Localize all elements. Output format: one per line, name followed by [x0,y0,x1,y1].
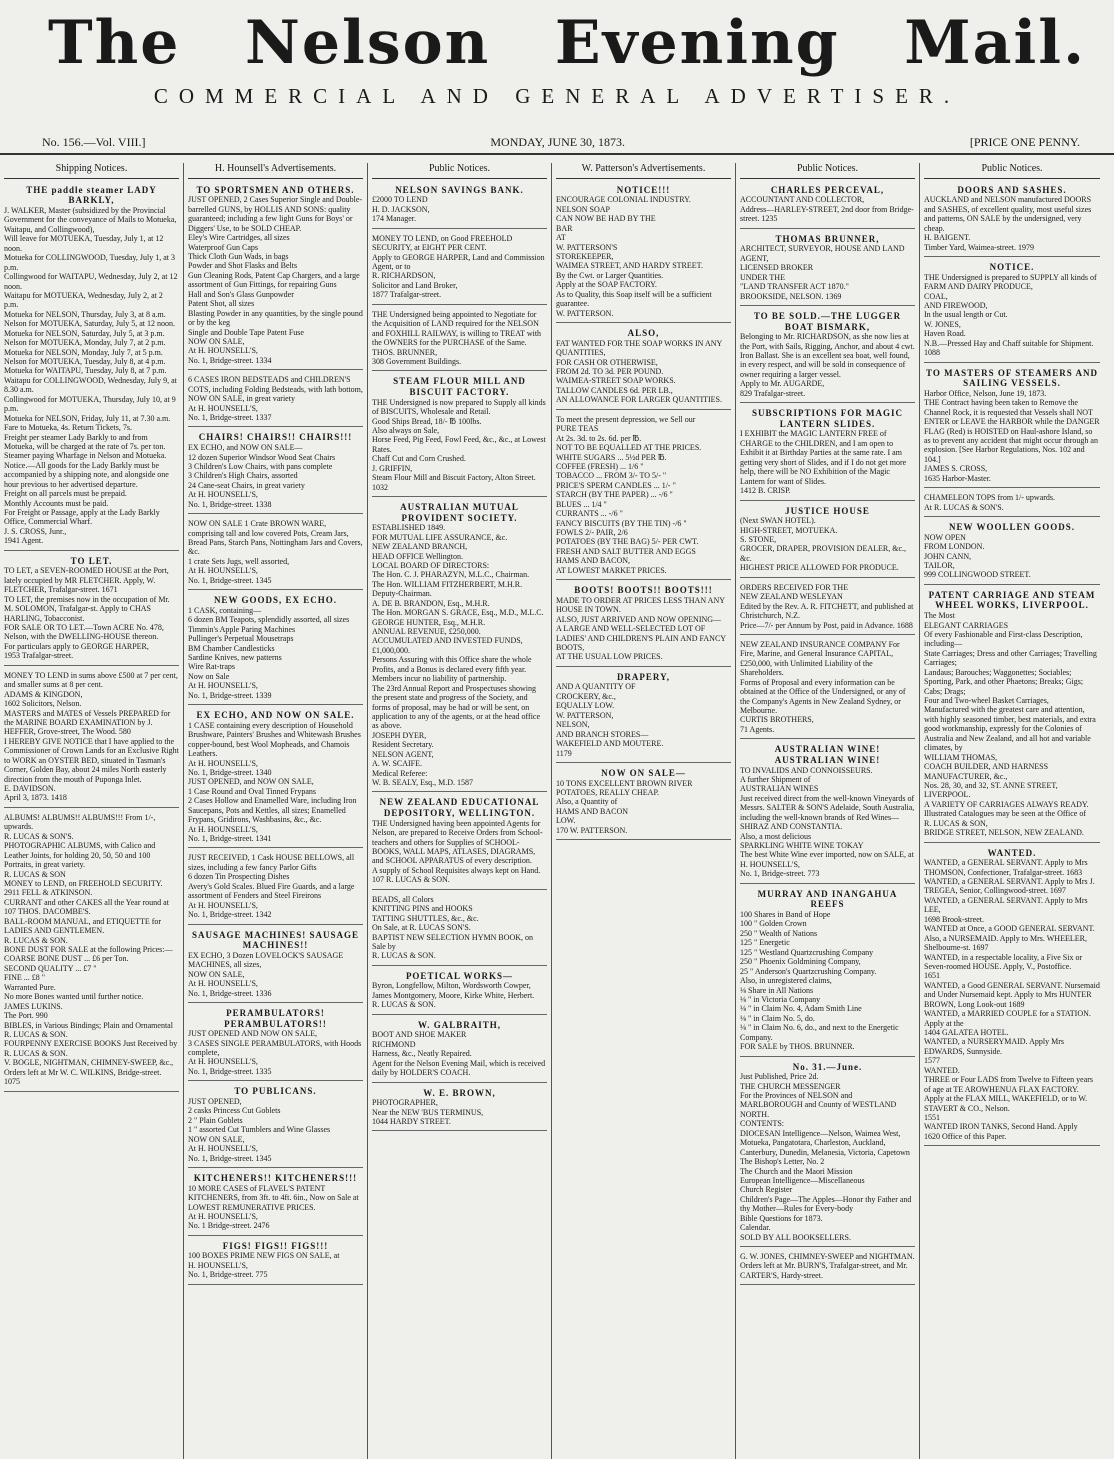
advertisement [556,766,731,840]
column [368,163,552,1459]
ad-heading: W. E. BROWN, [423,1087,496,1098]
ad-body: To meet the present depression, we Sell our PURE TEAS At 2s. 3d. to 2s. 6d. per ℔. NOT TO BE EQUALLED AT THE PRICES. WHITE SUGARS ... 5½d PER ℔. COFFEE (FRESH) ... 1/6 " TOBACCO ... FROM 3/- TO 5/- " PRICE'S SPERM CANDLES ... 1/- " STARCH (BY THE PAPER) ... -/6 " BLUES ... 1/4 " CURRANTS ... -/6 " FANCY BISCUITS (BY THE TIN) -/6 " FOWLS 2/- PAIR, 2/6 POTATOES (BY THE BAG) 5/- PER CWT. FRESH AND SALT BUTTER AND EGGS HAMS AND BACON, AT LOWEST MARKET PRICES. [556,414,702,575]
ad-body: MONEY TO LEND, on Good FREEHOLD SECURITY, at EIGHT PER CENT. Apply to GEORGE HARPER, Land and Commission Agent, or to R. RICHARDSON, Solicitor and Land Broker, 1877 Trafalgar-street. [372,233,545,300]
ad-heading: TO MASTERS OF STEAMERS AND SAILING VESSELS. [925,367,1099,389]
ad-heading: NEW ZEALAND EDUCATIONAL DEPOSITORY, WELLINGTON. [379,797,540,819]
masthead-word: Evening [554,8,840,78]
ad-heading: NELSON SAVINGS BANK. [395,184,524,195]
advertisement [924,491,1100,517]
ad-heading: TO LET. [70,555,113,566]
ad-body: Byron, Longfellow, Milton, Wordsworth Cowper, James Montgomery, Moore, Kirke White, Herbert. R. LUCAS & SON. [372,981,535,1010]
issue-line [0,131,1114,155]
masthead-word: Mail. [904,8,1086,78]
ad-body: BOOT AND SHOE MAKER RICHMOND Harness, &c., Neatly Repaired. Agent for the Nelson Evening Mail, which is received daily by HOLDER'S COACH. [372,1030,546,1078]
ad-body: £2000 TO LEND H. D. JACKSON, 174 Manager. [372,195,430,224]
ad-heading: JUSTICE HOUSE [785,505,870,516]
advertisement [188,708,363,848]
ad-body: I EXHIBIT the MAGIC LANTERN FREE of CHARGE to the CHILDREN, and I am open to Exhibit it at Birthday Parties at the same rate. I am getting very short of Slides, and if I do not get more help, there will be NO Exhibition of the Magic Lantern for want of Slides. 1412 B. CRISP. [740,429,907,496]
ad-body: Belonging to Mr. RICHARDSON, as she now lies at the Port, with Sails, Rigging, Anchor, and about 4 cwt. Iron Ballast. She is an excellent sea boat, well found, in every respect, and will be sold in consequence of owner requiring a larger vessel. Apply to Mr. AUGARDE, 829 Trafalgar-street. [740,332,915,398]
advertisement [372,500,547,792]
ad-body: BEADS, all Colors KNITTING PINS and HOOKS TATTING SHUTTLES, &c., &c. On Sale, at R. LUCAS SON'S. BAPTIST NEW SELECTION HYMN BOOK, on Sale by R. LUCAS & SON. [372,894,534,961]
advertisement [188,1084,363,1168]
ad-heading: WANTED. [987,847,1037,858]
ad-heading: DOORS AND SASHES. [957,184,1067,195]
ad-body: 100 BOXES PRIME NEW FIGS ON SALE, at H. HOUNSELL'S, No. 1, Bridge-street. 775 [188,1251,340,1280]
ad-body: 10 TONS EXCELLENT BROWN RIVER POTATOES, REALLY CHEAP. Also, a Quantity of HAMS AND BACON LOW. 170 W. PATTERSON. [556,778,693,835]
ad-heading: NEW WOOLLEN GOODS. [949,522,1075,533]
advertisement [924,260,1100,363]
ad-heading: NOTICE!!! [616,184,671,195]
ad-heading: SAUSAGE MACHINES! SAUSAGE MACHINES!! [191,929,360,951]
ad-heading: PATENT CARRIAGE AND STEAM WHEEL WORKS, LIVERPOOL. [928,589,1096,611]
column-heading: Public Notices. [372,163,547,179]
ad-heading: ALSO, [627,328,660,339]
ad-body: MONEY TO LEND in sums above £500 at 7 per cent, and smaller sums at 8 per cent. ADAMS & KINGDON, 1602 Solicitors, Nelson. MASTERS and MATES of Vessels PREPARED for the MARINE BOARD EXAMINATION by J. HEFFER, Grove-street, The Wood. 580 I HEREBY GIVE NOTICE that I have applied to the Commissioner of Crown Lands for an Exclusive Right to WORK an OYSTER BED, situated in Tasman's Corner, Golden Bay, about 24 miles North easterly direction from the mouth of Puponga Inlet. E. DAVIDSON. April 3, 1873. 1418 [4,670,179,803]
ad-body: JUST OPENED AND NOW ON SALE, 3 CASES SINGLE PERAMBULATORS, with Hoods complete, At H. HOUNSELL'S, No. 1, Bridge-street. 1335 [188,1029,362,1076]
ad-body: 1 CASE containing every description of Household Brushware, Painters' Brushes and Whitewash Brushes copper-bound, best Wool Mopheads, and Chamois Leathers. At H. HOUNSELL'S, No. 1, Bridge-street. 1340 JUST OPENED, and NOW ON SALE, 1 Case Round and Oval Tinned Frypans 2 Cases Hollow and Enamelled Ware, including Iron Saucepans, Pots and Kettles, all sizes; Enamelled Frypans, Gridirons, Washbasins, &c., &c. At H. HOUNSELL'S, No. 1, Bridge-street. 1341 [188,720,361,844]
ad-heading: STEAM FLOUR MILL AND BISCUIT FACTORY. [393,376,526,398]
advertisement [4,669,179,808]
ad-body: THE Undersigned is prepared to SUPPLY all kinds of FARM AND DAIRY PRODUCE, COAL, AND FIREWOOD, In the usual length or Cut. W. JONES, Haven Road. N.B.—Pressed Hay and Chaff suitable for Shipment. 1088 [924,272,1097,358]
ad-heading: FIGS! FIGS!! FIGS!!! [222,1240,329,1251]
ad-body: ACCOUNTANT AND COLLECTOR, Address—HARLEY-STREET, 2nd door from Bridge-street. 1235 [740,195,914,224]
advertisement [556,583,731,667]
advertisement [4,183,179,551]
ad-heading: AUSTRALIAN WINE! AUSTRALIAN WINE! [774,744,881,765]
ad-body: JUST OPENED, 2 casks Princess Cut Goblets 2 " Plain Goblets 1 " assorted Cut Tumblers and Wine Glasses NOW ON SALE, At H. HOUNSELL'S, No. 1, Bridge-street. 1345 [188,1096,331,1163]
ad-body: 10 MORE CASES of FLAVEL'S PATENT KITCHENERS, from 3ft. to 4ft. 6in., Now on Sale at LOWEST REMUNERATIVE PRICES. At H. HOUNSELL'S, No. 1 Bridge-street. 2476 [188,1183,359,1231]
ad-body: ARCHITECT, SURVEYOR, HOUSE AND LAND AGENT, LICENSED BROKER UNDER THE "LAND TRANSFER ACT 1870." BROOKSIDE, NELSON. 1369 [740,244,905,301]
ad-heading: THOMAS BRUNNER, [775,233,880,244]
ad-heading: TO SPORTSMEN AND OTHERS. [196,184,355,195]
advertisement [372,795,547,889]
ad-body: CHAMELEON TOPS from 1/- upwards. At R. LUCAS & SON'S. [924,493,1056,512]
column-heading: Shipping Notices. [4,163,179,179]
advertisement [740,309,915,403]
ad-heading: KITCHENERS!! KITCHENERS!!! [193,1173,358,1184]
ad-heading: No. 31.—June. [792,1061,863,1072]
advertisement [740,1060,915,1247]
ad-heading: TO PUBLICANS. [234,1086,317,1097]
advertisement [372,183,547,229]
advertisement [740,638,915,739]
ad-body: G. W. JONES, CHIMNEY-SWEEP and NIGHTMAN. Orders left at Mr. BURN'S, Trafalgar-street, and Mr. CARTER'S, Hardy-street. [740,1252,915,1280]
ad-body: TO LET, a SEVEN-ROOMED HOUSE at the Port, lately occupied by MR FLETCHER. Apply, W. FLETCHER, Trafalgar-street. 1671 TO LET, the premises now in the occupation of Mr. M. SOLOMON, Trafalgar-st. Apply to CHAS HARLING, Tobacconist. FOR SALE OR TO LET.—Town ACRE No. 478, Nelson, with the DWELLING-HOUSE thereon. For particulars apply to GEORGE HARPER, 1953 Trafalgar-street. [4,566,170,661]
columns [0,163,1114,1459]
ad-heading: NOTICE. [989,262,1035,273]
ad-body: 6 CASES IRON BEDSTEADS and CHILDREN'S COTS, including Folding Bedsteads, with lath bottom, NOW ON SALE, in great variety At H. HOUNSELL'S, No. 1, Bridge-street. 1337 [188,375,363,423]
ad-heading: AUSTRALIAN MUTUAL PROVIDENT SOCIETY. [400,502,519,523]
ad-heading: CHARLES PERCEVAL, [770,184,885,195]
advertisement [924,846,1100,1147]
ad-body: The Most ELEGANT CARRIAGES Of every Fashionable and First-class Description, including— State Carriages; Dress and other Carriages; Travelling Carriages; Landaus; Barouches; Waggonettes; Sociables; Sporting, Park, and other Phaetons; Breaks; Gigs; Cabs; Drags; Four and Two-wheel Basket Carriages, Manufactured with the greatest care and attention, with highly seasoned timber, best materials, and extra good workmanship, expressly for the Colonies of Australia and New Zealand, and all hot and variable climates, by WILLIAM THOMAS, COACH BUILDER, AND HARNESS MANUFACTURER, &c., Nos. 28, 30, and 32, ST. ANNE STREET, LIVERPOOL. A VARIETY OF CARRIAGES ALWAYS READY. Illustrated Catalogues may be seen at the Office of R. LUCAS & SON, BRIDGE STREET, NELSON, NEW ZEALAND. [924,611,1097,838]
ad-body: PHOTOGRAPHER, Near the NEW 'BUS TERMINUS, 1044 HARDY STREET. [372,1098,484,1127]
advertisement [188,1239,363,1285]
ad-heading: BOOTS! BOOTS!! BOOTS!!! [574,585,713,596]
column-heading: Public Notices. [740,163,915,179]
ad-body: 100 Shares in Band of Hope 100 " Golden Crown 250 " Wealth of Nations 125 " Energetic 125 " Westland Quartzcrushing Company 250 " Phoenix Goldmining Company, 25 " Anderson's Quartzcrushing Company. Also, in unregistered claims, ⅛ Share in All Nations ⅛ " in Victoria Company ⅛ " in Claim No. 4, Adam Smith Line ⅛ " in Claim No. 5, do. ⅛ " in Claim No. 6, do., and next to the Energetic Company. FOR SALE by THOS. BRUNNER. [740,910,899,1052]
advertisement [4,811,179,1092]
advertisement [188,928,363,1003]
issue-number: No. 156.—Vol. VIII.] [42,134,146,149]
masthead-subtitle: COMMERCIAL AND GENERAL ADVERTISER. [153,84,961,108]
ad-heading: EX ECHO, AND NOW ON SALE. [196,710,355,721]
advertisement [556,413,731,580]
ad-heading: CHAIRS! CHAIRS!! CHAIRS!!! [198,432,353,443]
advertisement [740,887,915,1057]
advertisement [188,1006,363,1081]
ad-body: THE Undersigned being appointed to Negotiate for the Acquisition of LAND required for the NELSON and FOXHILL RAILWAY, is willing to TREAT with the OWNERS for the PURCHASE of the Same. THOS. BRUNNER, 308 Government Buildings. [372,309,542,366]
advertisement [188,593,363,705]
ad-body: THE Undersigned having been appointed Agents for Nelson, are prepared to Receive Orders from School-teachers and others for Supplies of SCHOOL-BOOKS, WALL MAPS, ATLASES, DIAGRAMS, and SCHOOL APPARATUS of every description. A supply of School Requisites always kept on Hand. 107 R. LUCAS & SON. [372,818,543,885]
ad-body: AND A QUANTITY OF CROCKERY, &c., EQUALLY LOW. W. PATTERSON, NELSON, AND BRANCH STORES— WAKEFIELD AND MOUTERE. 1179 [556,682,664,758]
advertisement [556,183,731,323]
ad-heading: W. GALBRAITH, [418,1019,501,1030]
advertisement [924,588,1100,843]
column [920,163,1104,1459]
ad-body: THE Undersigned is now prepared to Supply all kinds of BISCUITS, Wholesale and Retail. Good Ships Bread, 18/- ℔ 100lbs. Also always on Sale, Horse Feed, Pig Feed, Fowl Feed, &c., &c., at Lowest Rates. Chaff Cut and Corn Crushed. J. GRIFFIN, Steam Flour Mill and Biscuit Factory, Alton Street. 1032 [372,397,546,492]
advertisement [188,517,363,590]
issue-date: MONDAY, JUNE 30, 1873. [490,134,626,149]
advertisement [372,893,547,966]
column [0,163,184,1459]
ad-body: JUST OPENED, 2 Cases Superior Single and Double-barrelled GUNS, by HOLLIS AND SONS: quality guaranteed; including a few light Guns for Boys' or Diggers' Use, to be SOLD CHEAP. Eley's Wire Cartridges, all sizes Waterproof Gun Caps Thick Cloth Gun Wads, in bags Powder and Shot Flasks and Belts Gun Cleaning Rods, Patent Cap Chargers, and a large assortment of Gun Fittings, for repairing Guns Hall and Son's Glass Gunpowder Patent Shot, all sizes Blasting Powder in any quantities, by the single pound or by the keg Single and Double Tape Patent Fuse NOW ON SALE, At H. HOUNSELL'S, No. 1, Bridge-street. 1334 [188,195,363,365]
ad-body: AUCKLAND and NELSON manufactured DOORS and SASHES, of excellent quality, most useful sizes and patterns, ON SALE by the undersigned, very cheap. H. BAIGENT. Timber Yard, Waimea-street. 1979 [924,195,1092,252]
ad-body: ENCOURAGE COLONIAL INDUSTRY. NELSON SOAP CAN NOW BE HAD BY THE BAR AT W. PATTERSON'S STOREKEEPER, WAIMEA STREET, AND HARDY STREET. By the Cwt. or Larger Quantities. Apply at the SOAP FACTORY. As to Quality, this Soap itself will be a sufficient guarantee. W. PATTERSON. [556,195,712,318]
masthead-word: Nelson [245,8,491,78]
advertisement [372,308,547,372]
advertisement [740,1250,915,1285]
ad-body: TO INVALIDS AND CONNOISSEURS. A further Shipment of AUSTRALIAN WINES Just received direct from the well-known Vineyards of Messrs. SALTER & SON'S Adelaide, South Australia, including the well-known brands of Red Wines— SHIRAZ AND CONSTANTIA. Also, a most delicious SPARKLING WHITE WINE TOKAY The best White Wine ever imported, now on SALE, at H. HOUNSELL'S, No. 1, Bridge-street. 773 [740,765,915,879]
ad-heading: SUBSCRIPTIONS FOR MAGIC LANTERN SLIDES. [751,408,904,429]
ad-body: EX ECHO, 3 Dozen LOVELOCK'S SAUSAGE MACHINES, all sizes, NOW ON SALE, At H. HOUNSELL'S, No. 1, Bridge-street. 1336 [188,950,344,998]
ad-body: NOW OPEN FROM LONDON. JOHN CANN, TAILOR, 999 COLLINGWOOD STREET. [924,532,1031,580]
ad-body: Harbor Office, Nelson, June 19, 1873. THE Contract having been taken to Remove the Channel Rock, it is requested that Vessels shall NOT ENTER or LEAVE the HARBOR while the DANGER FLAG (Red) is HOISTED on Haul-ashore Island, so as to prevent any accident that might occur through an explosion. [See Harbor Regulations, Nos. 102 and 104.] JAMES S. CROSS, 1635 Harbor-Master. [924,388,1100,483]
ad-body: ORDERS RECEIVED FOR THE NEW ZEALAND WESLEYAN Edited by the Rev. A. R. FITCHETT, and published at Christchurch, N.Z. Price—7/- per Annum by Post, paid in Advance. 1688 [740,582,914,630]
ad-heading: DRAPERY, [616,671,671,682]
advertisement [924,183,1100,257]
ad-body: Just Published, Price 2d. THE CHURCH MESSENGER For the Provinces of NELSON and MARLBOROUGH and County of WESTLAND NORTH. CONTENTS: DIOCESAN Intelligence—Nelson, Waimea West, Motueka, Pangatotara, Charleston, Auckland, Canterbury, Dunedin, Melanesia, Victoria, Capetown The Bishop's Letter, No. 2 The Church and the Maori Mission European Intelligence—Miscellaneous Church Register Children's Page—The Apples—Honor thy Father and thy Mother—Rules for Every-body Bible Questions for 1873. Calendar. SOLD BY ALL BOOKSELLERS. [740,1072,912,1242]
ad-body: ESTABLISHED 1849. FOR MUTUAL LIFE ASSURANCE, &c. NEW ZEALAND BRANCH, HEAD OFFICE Wellington. LOCAL BOARD OF DIRECTORS: The Hon. C. J. PHARAZYN, M.L.C., Chairman. The Hon. WILLIAM FITZHERBERT, M.H.R. Deputy-Chairman. A. DE B. BRANDON, Esq., M.H.R. The Hon. MORGAN S. GRACE, Esq., M.D., M.L.C. GEORGE HUNTER, Esq., M.H.R. ANNUAL REVENUE, £250,000. ACCUMULATED AND INVESTED FUNDS, £1,000,000. Persons Assuring with this Office share the whole Profits, and a Bonus is declared every fifth year. Members incur no liability of partnership. The 23rd Annual Report and Prospectuses showing the present state and progress of the Society, and forms of proposal, may be had or will be sent, on application to any of the agents, or at the head office as above. JOSEPH DYER, Resident Secretary. NELSON AGENT, A. W. SCAIFE. Medical Referee: W. B. SEALY, Esq., M.D. 1587 [372,523,544,788]
advertisement [372,232,547,305]
advertisement [372,969,547,1015]
ad-body: MADE TO ORDER AT PRICES LESS THAN ANY HOUSE IN TOWN. ALSO, JUST ARRIVED AND NOW OPENING— A LARGE AND WELL-SELECTED LOT OF LADIES' AND CHILDREN'S PLAIN AND FANCY BOOTS, AT THE USUAL LOW PRICES. [556,595,726,662]
advertisement [372,374,547,497]
column-heading: W. Patterson's Advertisements. [556,163,731,179]
advertisement [556,326,731,410]
advertisement [556,670,731,763]
ad-heading: NOW ON SALE— [601,767,686,778]
ad-heading: PERAMBULATORS! PERAMBULATORS!! [224,1007,327,1029]
advertisement [372,1018,547,1083]
ad-body: 1 CASK, containing— 6 dozen BM Teapots, splendidly assorted, all sizes Timmin's Apple Paring Machines Pullinger's Perpetual Mousetraps BM Chamber Candlesticks Sardine Knives, new patterns Wire Rat-traps Now on Sale At H. HOUNSELL'S, No. 1, Bridge-street. 1339 [188,605,350,700]
advertisement [924,366,1100,489]
ad-body: NEW ZEALAND INSURANCE COMPANY For Fire, Marine, and General Insurance CAPITAL, £250,000, with Unlimited Liability of the Shareholders. Forms of Proposal and every information can be obtained at the Office of the Undersigned, or any of the Company's Agents in New Zealand Sydney, or Melbourne. CURTIS BROTHERS, 71 Agents. [740,639,906,734]
advertisement [740,581,915,635]
advertisement [188,183,363,370]
advertisement [924,520,1100,585]
ad-body: J. WALKER, Master (subsidized by the Provincial Government for the conveyance of Mails to Motueka, Waitapu, and Collingwood), Will leave for MOTUEKA, Tuesday, July 1, at 12 noon. Motueka for COLLINGWOOD, Tuesday, July 1, at 3 p.m. Collingwood for WAITAPU, Wednesday, July 2, at 12 noon. Waitapu for MOTUEKA, Wednesday, July 2, at 2 p.m. Motueka for NELSON, Thursday, July 3, at 8 a.m. Nelson for MOTUEKA, Saturday, July 5, at 12 noon. Motueka for NELSON, Saturday, July 5, at 3 p.m. Nelson for MOTUEKA, Monday, July 7, at 2 p.m. Motueka for NELSON, Monday, July 7, at 5 p.m. Nelson for MOTUEKA, Tuesday, July 8, at 4 p.m. Motueka for WAITAPU, Tuesday, July 8, at 7 p.m. Waitapu for COLLINGWOOD, Wednesday, July 9, at 8.30 a.m. Collingwood for MOTUEKA, Thursday, July 10, at 9 p.m. Motueka for NELSON, Friday, July 11, at 7.30 a.m. Fare to Motueka, 4s. Return Tickets, 7s. Freight per steamer Lady Barkly to and from Motueka, will be charged at the rate of 7s. per ton. Steamer paying Wharfage in Nelson and Motueka. Notice.—All goods for the Lady Barkly must be accompanied by a shipping note, and alongside one hour previous to her advertised departure. Freight on all parcels must be prepaid. Monthly Accounts must be paid. For Freight or Passage, apply at the Lady Barkly Office, Commercial Wharf. J. S. CROSS, Junr., 1941 Agent. [4,206,178,546]
advertisement [4,554,179,666]
advertisement [188,373,363,427]
column [736,163,920,1459]
ad-body: EX ECHO, and NOW ON SALE— 12 dozen Superior Windsor Wood Seat Chairs 3 Children's Low Chairs, with pans complete 3 Children's High Chairs, assorted 24 Cane-seat Chairs, in great variety At H. HOUNSELL'S, No. 1, Bridge-street. 1338 [188,443,336,509]
ad-heading: MURRAY AND INANGAHUA REEFS [757,888,898,910]
advertisement [740,232,915,306]
ad-body: NOW ON SALE 1 Crate BROWN WARE, comprising tall and low covered Pots, Cream Jars, Bread Pans, Starch Pans, Nottingham Jars and Covers, &c. 1 crate Sets Jugs, well assorted, At H. HOUNSELL'S, No. 1, Bridge-street. 1345 [188,519,363,585]
advertisement [740,406,915,500]
ad-body: WANTED, a GENERAL SERVANT. Apply to Mrs THOMSON, Confectioner, Trafalgar-street. 1683 WANTED, a GENERAL SERVANT. Apply to Mrs J. TREGEA, Senior, Collingwood-street. 1697 WANTED, a GENERAL SERVANT. Apply to Mrs LEE, 1698 Brook-street. WANTED at Once, a GOOD GENERAL SERVANT. Also, a NURSEMAID. Apply to Mrs. WHEELER, Shelbourne-st. 1697 WANTED, in a respectable locality, a Five Six or Seven-roomed HOUSE. Apply, V., Postoffice. 1651 WANTED, a Good GENERAL SERVANT. Nursemaid and Under Nursemaid kept. Apply to Mrs HUNTER BROWN, Long Look-out 1689 WANTED, a MARRIED COUPLE for a STATION. Apply at the 1404 GALATEA HOTEL. WANTED, a NURSERYMAID. Apply Mrs EDWARDS, Sunnyside. 1577 WANTED. THREE or Four LADS from Twelve to Fifteen years of age at TE AROWHENUA FLAX FACTORY. Apply at the FLAX MILL, WAKEFIELD, or to W. STAVERT & CO., Nelson. 1551 WANTED IRON TANKS, Second Hand. Apply 1620 Office of this Paper. [924,858,1100,1141]
column [184,163,368,1459]
ad-body: ALBUMS! ALBUMS!! ALBUMS!!! From 1/-, upwards. R. LUCAS & SON'S. PHOTOGRAPHIC ALBUMS, with Calico and Leather Joints, for holding 20, 50, 50 and 100 Portraits, in great variety. R. LUCAS & SON MONEY to LEND, on FREEHOLD SECURITY. 2911 FELL & ATKINSON. CURRANT and other CAKES all the Year round at 107 THOS. DACOMBE'S. BALL-ROOM MANUAL, and ETIQUETTE for LADIES AND GENTLEMEN. R. LUCAS & SON. BONE DUST FOR SALE at the following Prices:— COARSE BONE DUST ... £6 per Ton. SECOND QUALITY ... £7 " FINE ... £8 " Warranted Pure. No more Bones wanted until further notice. JAMES LUKINS. The Port. 990 BIBLES, in Various Bindings; Plain and Ornamental R. LUCAS & SON. FOURPENNY EXERCISE BOOKS Just Received by R. LUCAS & SON. V. BOGLE, NIGHTMAN, CHIMNEY-SWEEP, &c., Orders left at Mr W. C. WILKINS, Bridge-street. 1075 [4,812,178,1087]
advertisement [188,430,363,514]
advertisement [740,183,915,229]
advertisement [188,851,363,924]
advertisement [372,1086,547,1132]
ad-heading: THE paddle steamer LADY BARKLY, [26,184,157,206]
advertisement [740,742,915,883]
masthead [0,0,1114,86]
column-heading: Public Notices. [924,163,1100,179]
advertisement [188,1171,363,1236]
column [552,163,736,1459]
ad-body: JUST RECEIVED, 1 Cask HOUSE BELLOWS, all sizes, including a few fancy Parlor Gifts 6 dozen Tin Prospecting Dishes Avery's Gold Scales. Blued Fire Guards, and a large assortment of Fenders and Steel Fireirons At H. HOUNSELL'S, No. 1, Bridge-street. 1342 [188,853,355,920]
column-heading: H. Hounsell's Advertisements. [188,163,363,179]
ad-body: FAT WANTED FOR THE SOAP WORKS IN ANY QUANTITIES, FOR CASH OR OTHERWISE, FROM 2d. TO 3d. PER POUND. WAIMEA-STREET SOAP WORKS. TALLOW CANDLES 6d. PER LB., AN ALLOWANCE FOR LARGER QUANTITIES. [556,338,723,405]
masthead-word: The [48,8,181,78]
ad-heading: TO BE SOLD.—THE LUGGER BOAT BISMARK, [753,310,902,332]
ad-heading: NEW GOODS, EX ECHO. [213,595,338,606]
ad-body: (Next SWAN HOTEL). HIGH-STREET, MOTUEKA. S. STONE, GROCER, DRAPER, PROVISION DEALER, &c., &c. HIGHEST PRICE ALLOWED FOR PRODUCE. [740,516,907,573]
ad-heading: POETICAL WORKS— [405,970,514,981]
advertisement [740,504,915,578]
issue-price: [PRICE ONE PENNY. [969,134,1080,149]
